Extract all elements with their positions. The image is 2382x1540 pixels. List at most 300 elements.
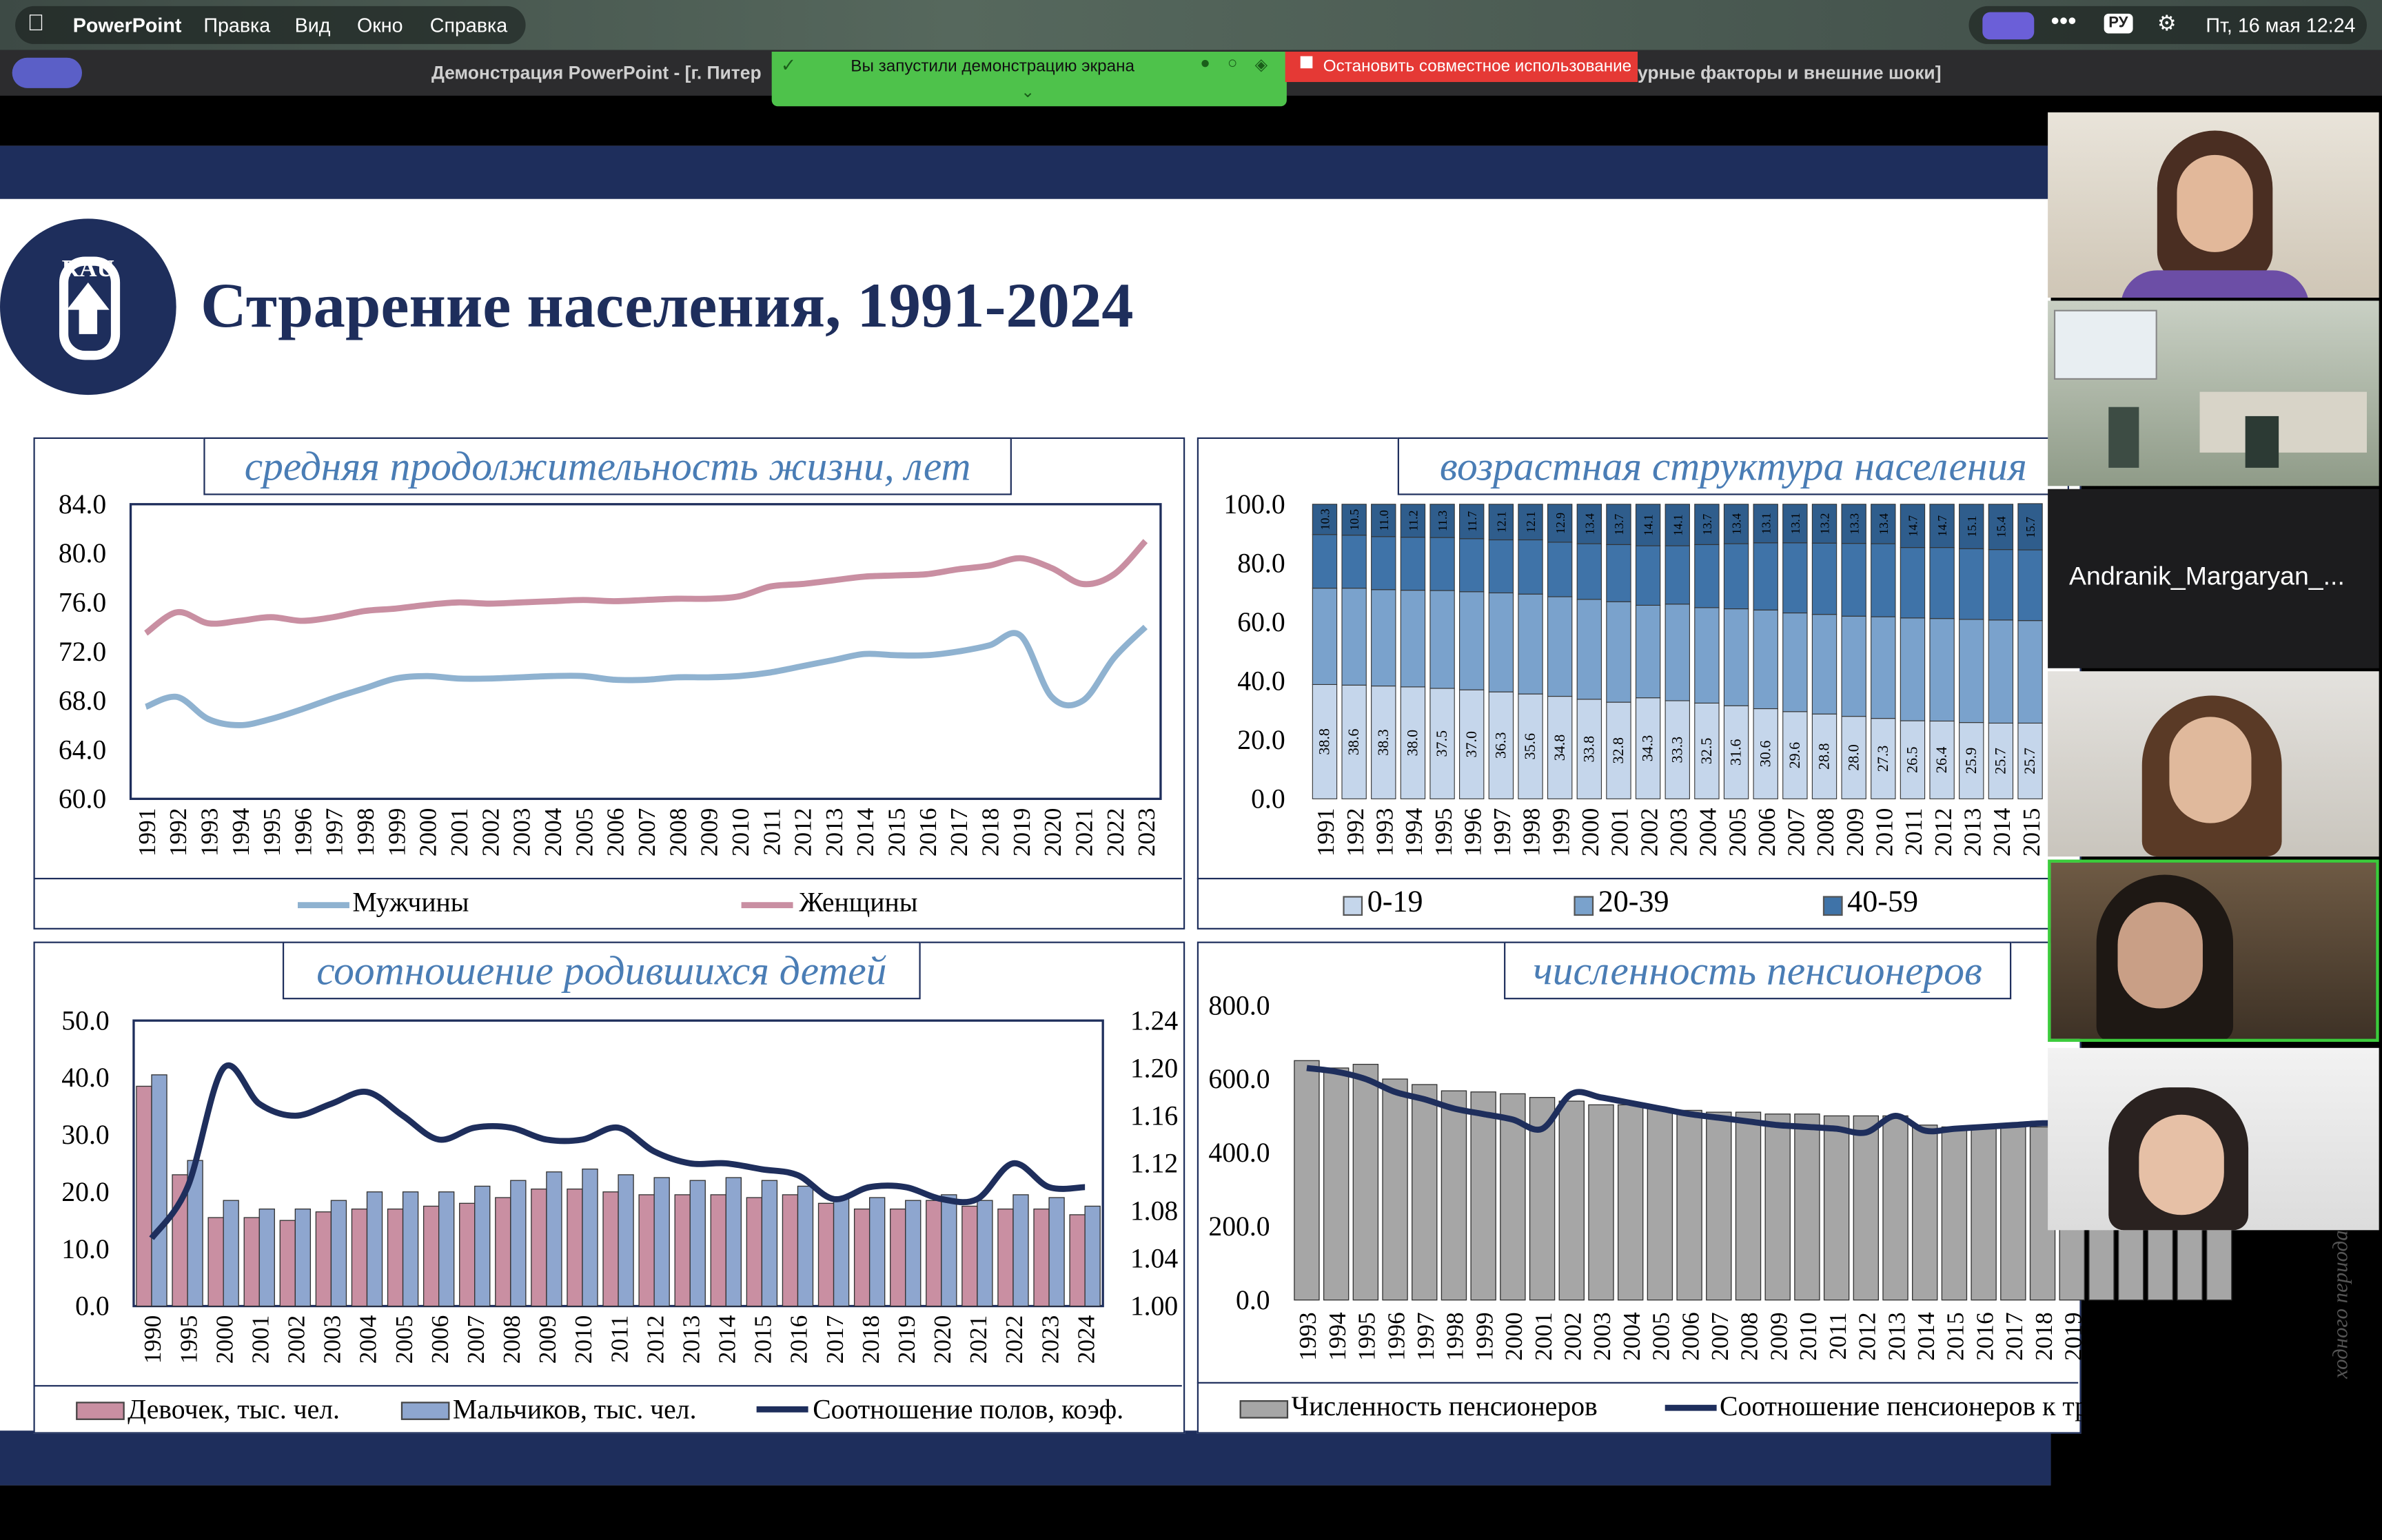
bar-boys: [834, 1198, 849, 1306]
clock[interactable]: Пт, 16 мая 12:24: [2206, 13, 2356, 37]
bar-girls: [819, 1203, 834, 1306]
x-tick-label: 2019: [1008, 808, 1035, 857]
y-tick-label: 68.0: [58, 686, 107, 717]
bar-segment: [1812, 543, 1836, 614]
bar-girls: [352, 1209, 367, 1306]
x-tick-label: 2020: [929, 1315, 957, 1364]
more-icon[interactable]: •••: [2050, 9, 2077, 35]
bar-segment: [1783, 543, 1807, 613]
bar-segment: [2018, 550, 2042, 621]
x-tick-label: 2006: [602, 808, 629, 857]
x-tick-label: 2014: [852, 808, 879, 857]
y-tick-label: 76.0: [58, 587, 107, 618]
bar-boys: [547, 1172, 562, 1306]
bar-segment: [1900, 548, 1924, 618]
legend-pension-ratio: Соотношение пенсионеров к трудос. нас., %: [1720, 1390, 2237, 1422]
bar-segment: [1724, 544, 1748, 608]
data-label: 36.3: [1492, 732, 1509, 759]
logo-text: RAU: [61, 255, 115, 283]
bar-segment: [1724, 609, 1748, 706]
bar-girls: [1034, 1209, 1049, 1306]
y-tick-label: 100.0: [1223, 489, 1285, 520]
bar-pensioners: [1795, 1114, 1820, 1300]
data-label: 26.5: [1903, 746, 1921, 773]
bar-pensioners: [1735, 1112, 1760, 1300]
participant-video-1[interactable]: [2048, 112, 2379, 298]
x-tick-label: 2018: [2030, 1312, 2057, 1361]
legend-divider: [33, 878, 1181, 879]
bar-pensioners: [1324, 1068, 1349, 1300]
x-tick-label: 2003: [508, 808, 536, 857]
data-label: 11.2: [1406, 510, 1421, 531]
bar-pensioners: [1559, 1101, 1584, 1300]
data-label: 34.8: [1550, 734, 1568, 761]
x-tick-label: 1995: [175, 1315, 203, 1364]
legend-40-59-swatch: [1823, 896, 1843, 916]
bar-boys: [152, 1075, 167, 1306]
bar-boys: [1085, 1206, 1100, 1306]
bar-boys: [906, 1200, 921, 1306]
data-label: 12.1: [1494, 511, 1509, 533]
bar-segment: [1930, 548, 1954, 619]
y2-tick-label: 1.00: [1130, 1291, 1179, 1322]
bar-girls: [675, 1195, 690, 1306]
apple-icon[interactable]: [28, 10, 45, 36]
bar-pensioners: [1824, 1116, 1849, 1300]
bar-pensioners: [1383, 1079, 1407, 1300]
slide-header-band: [0, 146, 2051, 199]
bar-segment: [1695, 544, 1719, 608]
x-tick-label: 2018: [977, 808, 1004, 857]
y-tick-label: 40.0: [1237, 666, 1285, 697]
x-tick-label: 2015: [883, 808, 910, 857]
bar-segment: [1460, 592, 1484, 690]
y-tick-label: 60.0: [1237, 607, 1285, 638]
data-label: 32.5: [1698, 737, 1716, 765]
x-tick-label: 2021: [1070, 808, 1098, 857]
x-tick-label: 2012: [1853, 1312, 1881, 1361]
bar-pensioners: [1353, 1065, 1378, 1300]
x-tick-label: 2018: [857, 1315, 884, 1364]
x-tick-label: 1997: [320, 808, 348, 857]
bar-segment: [1842, 616, 1866, 716]
legend-pensioners: Численность пенсионеров: [1291, 1390, 1598, 1422]
data-label: 13.7: [1700, 513, 1715, 535]
bar-segment: [2018, 621, 2042, 723]
bar-segment: [1342, 588, 1366, 686]
x-tick-label: 1999: [383, 808, 411, 857]
participant-video-active[interactable]: [2048, 860, 2379, 1042]
x-tick-label: 2003: [1589, 1312, 1616, 1361]
data-label: 32.8: [1609, 737, 1627, 764]
x-tick-label: 2005: [571, 808, 598, 857]
x-tick-label: 1998: [1441, 1312, 1469, 1361]
bar-segment: [1959, 619, 1984, 723]
data-label: 11.3: [1436, 510, 1450, 532]
x-tick-label: 1995: [1353, 1312, 1381, 1361]
bar-pensioners: [1707, 1112, 1731, 1300]
y-tick-label: 800.0: [1208, 990, 1270, 1021]
x-tick-label: 2014: [1912, 1312, 1940, 1361]
y-tick-label: 400.0: [1208, 1138, 1270, 1169]
data-label: 13.2: [1818, 513, 1832, 535]
x-tick-label: 2007: [1707, 1312, 1734, 1361]
bar-girls: [603, 1192, 618, 1306]
data-label: 28.0: [1844, 744, 1862, 771]
window-title-end: урные факторы и внешние шоки]: [1638, 62, 1942, 84]
legend-0-19-swatch: [1343, 896, 1363, 916]
bar-boys: [726, 1178, 741, 1306]
bar-girls: [711, 1195, 726, 1306]
x-tick-label: 2002: [283, 1315, 310, 1364]
y-tick-label: 10.0: [61, 1233, 110, 1264]
bar-girls: [496, 1198, 511, 1306]
bar-segment: [1665, 546, 1689, 604]
data-label: 10.3: [1318, 509, 1332, 531]
y2-tick-label: 1.04: [1130, 1243, 1179, 1274]
plot-area: [131, 504, 1161, 799]
x-tick-label: 2000: [1500, 1312, 1528, 1361]
x-tick-label: 1993: [196, 808, 223, 857]
x-tick-label: 1991: [1312, 808, 1340, 857]
legend-women-swatch: [742, 902, 793, 908]
bar-segment: [1518, 594, 1543, 694]
participant-video-2[interactable]: [2048, 300, 2379, 486]
chevron-down-icon[interactable]: ⌄: [1021, 83, 1035, 102]
side-text: ходного периода: [2330, 1230, 2354, 1379]
data-label: 14.7: [1935, 515, 1950, 537]
x-tick-label: 2002: [1559, 1312, 1587, 1361]
y2-tick-label: 1.16: [1130, 1100, 1179, 1131]
y2-tick-label: 1.12: [1130, 1148, 1179, 1179]
x-tick-label: 2015: [2017, 808, 2045, 857]
x-tick-label: 2011: [606, 1315, 633, 1363]
data-label: 13.4: [1876, 513, 1891, 535]
x-tick-label: 2010: [726, 808, 754, 857]
window-title: Демонстрация PowerPoint - [г. Питер: [431, 62, 762, 84]
bar-pensioners: [1412, 1085, 1437, 1300]
bar-boys: [870, 1198, 885, 1306]
data-label: 25.7: [1991, 748, 2009, 774]
x-tick-label: 2005: [1647, 1312, 1675, 1361]
bar-segment: [1548, 597, 1572, 697]
bar-girls: [855, 1209, 870, 1306]
x-tick-label: 2001: [247, 1315, 274, 1364]
data-label: 38.3: [1374, 729, 1392, 756]
participant-video-4[interactable]: [2048, 671, 2379, 856]
bar-segment: [1518, 540, 1543, 595]
input-language[interactable]: РУ: [2104, 14, 2132, 34]
menu-window[interactable]: Окно: [356, 13, 403, 37]
x-tick-label: 2022: [1001, 1315, 1028, 1364]
x-tick-label: 2019: [893, 1315, 920, 1364]
bar-boys: [618, 1175, 633, 1306]
bar-boys: [654, 1178, 669, 1306]
x-tick-label: 2013: [1959, 808, 1986, 857]
data-label: 38.0: [1403, 729, 1421, 757]
bar-segment: [1988, 620, 2013, 723]
menu-edit[interactable]: Правка: [203, 13, 271, 37]
x-tick-label: 1993: [1294, 1312, 1322, 1361]
x-tick-label: 2007: [462, 1315, 489, 1364]
bar-boys: [367, 1192, 382, 1306]
y2-tick-label: 1.24: [1130, 1005, 1179, 1036]
x-tick-label: 2000: [1577, 808, 1605, 857]
x-tick-label: 2009: [695, 808, 723, 857]
x-tick-label: 2004: [1618, 1312, 1645, 1361]
legend-0-19: 0-19: [1367, 885, 1423, 919]
bar-girls: [890, 1209, 906, 1306]
bar-pensioners: [1942, 1127, 1966, 1300]
x-tick-label: 2009: [534, 1315, 562, 1364]
legend-girls-swatch: [76, 1402, 125, 1419]
bar-segment: [1401, 537, 1425, 591]
births-chart: [33, 990, 1181, 1385]
bar-pensioners: [2001, 1127, 2026, 1300]
mic-icon[interactable]: ●: [1200, 54, 1210, 73]
data-label: 14.7: [1906, 515, 1920, 537]
bar-girls: [424, 1206, 439, 1306]
bar-segment: [1548, 542, 1572, 597]
x-tick-label: 1990: [139, 1315, 167, 1364]
legend-divider: [1197, 878, 2078, 879]
bar-pensioners: [1647, 1109, 1672, 1300]
x-tick-label: 2017: [821, 1315, 848, 1364]
data-label: 37.0: [1462, 730, 1480, 758]
bar-pensioners: [1883, 1116, 1908, 1300]
bar-pensioners: [1471, 1092, 1496, 1300]
menu-view[interactable]: Вид: [294, 13, 331, 37]
bar-boys: [690, 1180, 705, 1306]
data-label: 11.0: [1376, 510, 1391, 531]
bar-segment: [1489, 593, 1513, 692]
y-tick-label: 60.0: [58, 783, 107, 814]
bar-segment: [1636, 605, 1660, 697]
stop-icon: [1301, 57, 1313, 69]
x-tick-label: 2014: [713, 1315, 741, 1364]
bar-segment: [1312, 535, 1336, 588]
x-tick-label: 2007: [1782, 808, 1810, 857]
x-tick-label: 2017: [2001, 1312, 2028, 1361]
x-tick-label: 2006: [1753, 808, 1780, 857]
x-tick-label: 1993: [1371, 808, 1398, 857]
x-tick-label: 2024: [1072, 1315, 1100, 1364]
x-tick-label: 2022: [1101, 808, 1129, 857]
x-tick-label: 2015: [749, 1315, 777, 1364]
bar-girls: [962, 1206, 977, 1306]
bar-girls: [280, 1220, 295, 1306]
x-tick-label: 2023: [2177, 1312, 2205, 1361]
bar-segment: [1430, 537, 1454, 591]
bar-pensioners: [1294, 1060, 1319, 1300]
y-tick-label: 0.0: [75, 1291, 110, 1322]
bar-segment: [1665, 604, 1689, 701]
data-label: 30.6: [1756, 740, 1774, 768]
bar-segment: [1372, 537, 1396, 590]
bar-boys: [439, 1192, 454, 1306]
record-icon[interactable]: ○: [1227, 54, 1238, 73]
x-tick-label: 1998: [1518, 808, 1545, 857]
x-tick-label: 2008: [498, 1315, 526, 1364]
zoom-share-icon[interactable]: [1982, 12, 2034, 40]
x-tick-label: 2008: [664, 808, 692, 857]
legend-20-39-swatch: [1574, 896, 1594, 916]
bar-boys: [259, 1209, 274, 1306]
view-toggle-button[interactable]: [12, 58, 82, 88]
bar-boys: [475, 1186, 490, 1306]
bar-girls: [998, 1209, 1013, 1306]
x-tick-label: 2015: [1942, 1312, 1969, 1361]
app-menu[interactable]: PowerPoint: [72, 13, 182, 37]
x-tick-label: 2020: [1039, 808, 1067, 857]
legend-40-59: 40-59: [1847, 885, 1919, 919]
bar-girls: [388, 1209, 403, 1306]
x-tick-label: 2006: [1677, 1312, 1704, 1361]
stop-sharing-label[interactable]: Остановить совместное использование: [1323, 57, 1632, 76]
x-tick-label: 2005: [390, 1315, 418, 1364]
bar-boys: [582, 1169, 598, 1306]
bar-girls: [782, 1195, 797, 1306]
data-label: 14.1: [1641, 514, 1656, 536]
bar-boys: [223, 1200, 238, 1306]
x-tick-label: 1994: [1323, 1312, 1351, 1361]
data-label: 29.6: [1785, 741, 1803, 769]
x-tick-label: 1995: [1429, 808, 1457, 857]
x-tick-label: 2011: [758, 808, 786, 856]
bar-pensioners: [1913, 1125, 1937, 1300]
x-tick-label: 1994: [1401, 808, 1428, 857]
legend-pensioners-swatch: [1240, 1400, 1289, 1418]
bar-boys: [797, 1186, 813, 1306]
data-label: 13.4: [1729, 513, 1744, 535]
x-tick-label: 2011: [1824, 1312, 1851, 1360]
x-tick-label: 2012: [642, 1315, 669, 1364]
x-tick-label: 2021: [2118, 1312, 2146, 1361]
x-tick-label: 2016: [785, 1315, 813, 1364]
data-label: 15.1: [1964, 515, 1979, 537]
x-tick-label: 1997: [1489, 808, 1516, 857]
share-status-text: Вы запустили демонстрацию экрана: [851, 57, 1134, 76]
x-tick-label: 1991: [133, 808, 161, 857]
bar-segment: [1959, 548, 1984, 619]
data-label: 26.4: [1933, 746, 1951, 774]
data-label: 14.1: [1671, 514, 1685, 536]
y-tick-label: 80.0: [58, 538, 107, 569]
age-structure-chart: [1197, 486, 2078, 881]
bar-boys: [511, 1180, 526, 1306]
participant-video-6[interactable]: [2048, 1048, 2379, 1230]
data-label: 38.8: [1315, 728, 1333, 755]
legend-20-39: 20-39: [1598, 885, 1669, 919]
bar-pensioners: [1441, 1091, 1466, 1300]
x-tick-label: 2000: [414, 808, 442, 857]
bar-segment: [1871, 544, 1895, 617]
x-tick-label: 1996: [1459, 808, 1487, 857]
x-tick-label: 1996: [1383, 1312, 1410, 1361]
bar-segment: [1312, 588, 1336, 685]
y-tick-label: 72.0: [58, 636, 107, 667]
data-label: 13.7: [1612, 513, 1627, 535]
legend-men-swatch: [298, 902, 349, 908]
control-center-icon[interactable]: ⚙: [2157, 10, 2177, 35]
bar-boys: [331, 1200, 346, 1306]
bar-segment: [1812, 615, 1836, 715]
bar-pensioners: [1853, 1116, 1878, 1300]
bar-segment: [1460, 539, 1484, 592]
x-tick-label: 2010: [570, 1315, 598, 1364]
menu-help[interactable]: Справка: [429, 13, 508, 37]
legend-divider: [33, 1385, 1181, 1386]
x-tick-label: 2023: [1037, 1315, 1064, 1364]
y-tick-label: 30.0: [61, 1120, 110, 1151]
bar-segment: [1607, 602, 1631, 702]
x-tick-label: 2023: [1133, 808, 1161, 857]
legend-ratio-swatch: [757, 1406, 808, 1413]
bar-girls: [531, 1189, 547, 1306]
x-tick-label: 1997: [1412, 1312, 1439, 1361]
x-tick-label: 2022: [2148, 1312, 2175, 1361]
births-title: соотношение родившихся детей: [283, 942, 921, 1000]
bar-girls: [136, 1086, 152, 1306]
x-tick-label: 2003: [1665, 808, 1692, 857]
bar-segment: [1607, 544, 1631, 602]
bar-segment: [1753, 543, 1778, 610]
data-label: 13.1: [1759, 513, 1773, 535]
bar-segment: [1783, 613, 1807, 712]
y-tick-label: 50.0: [61, 1005, 110, 1036]
data-label: 12.1: [1524, 511, 1538, 533]
x-tick-label: 2009: [1765, 1312, 1793, 1361]
x-tick-label: 2006: [426, 1315, 454, 1364]
x-tick-label: 2012: [789, 808, 817, 857]
bar-boys: [403, 1192, 418, 1306]
x-tick-label: 2002: [477, 808, 505, 857]
legend-ratio: Соотношение полов, коэф.: [813, 1394, 1124, 1425]
bar-girls: [460, 1203, 475, 1306]
y-tick-label: 200.0: [1208, 1211, 1270, 1242]
legend-boys: Мальчиков, тыс. чел.: [452, 1394, 697, 1425]
data-label: 34.3: [1638, 735, 1656, 762]
legend-boys-swatch: [401, 1402, 450, 1419]
data-label: 35.6: [1521, 732, 1539, 760]
x-tick-label: 2001: [1606, 808, 1633, 857]
x-tick-label: 2009: [1841, 808, 1869, 857]
x-tick-label: 1999: [1547, 808, 1575, 857]
bar-segment: [1577, 599, 1601, 699]
bar-girls: [316, 1212, 331, 1306]
data-label: 11.7: [1465, 511, 1479, 532]
legend-women: Женщины: [799, 887, 918, 918]
data-label: 25.7: [2021, 748, 2039, 774]
pensioners-title: численность пенсионеров: [1504, 942, 2011, 1000]
x-tick-label: 2012: [1929, 808, 1957, 857]
data-label: 15.4: [1994, 516, 2008, 538]
life-expectancy-chart: [33, 486, 1181, 881]
participant-name: Andranik_Margaryan_...: [2068, 562, 2345, 591]
x-tick-label: 2013: [1883, 1312, 1911, 1361]
x-tick-label: 2020: [2089, 1312, 2117, 1361]
data-label: 13.1: [1788, 513, 1802, 535]
bar-segment: [1372, 590, 1396, 686]
x-tick-label: 2008: [1812, 808, 1840, 857]
data-label: 15.7: [2024, 516, 2038, 538]
x-tick-label: 2001: [446, 808, 474, 857]
legend-men: Мужчины: [352, 887, 469, 918]
bar-segment: [1900, 618, 1924, 721]
bar-girls: [567, 1189, 582, 1306]
legend-pension-ratio-swatch: [1665, 1405, 1717, 1411]
x-tick-label: 2016: [914, 808, 941, 857]
